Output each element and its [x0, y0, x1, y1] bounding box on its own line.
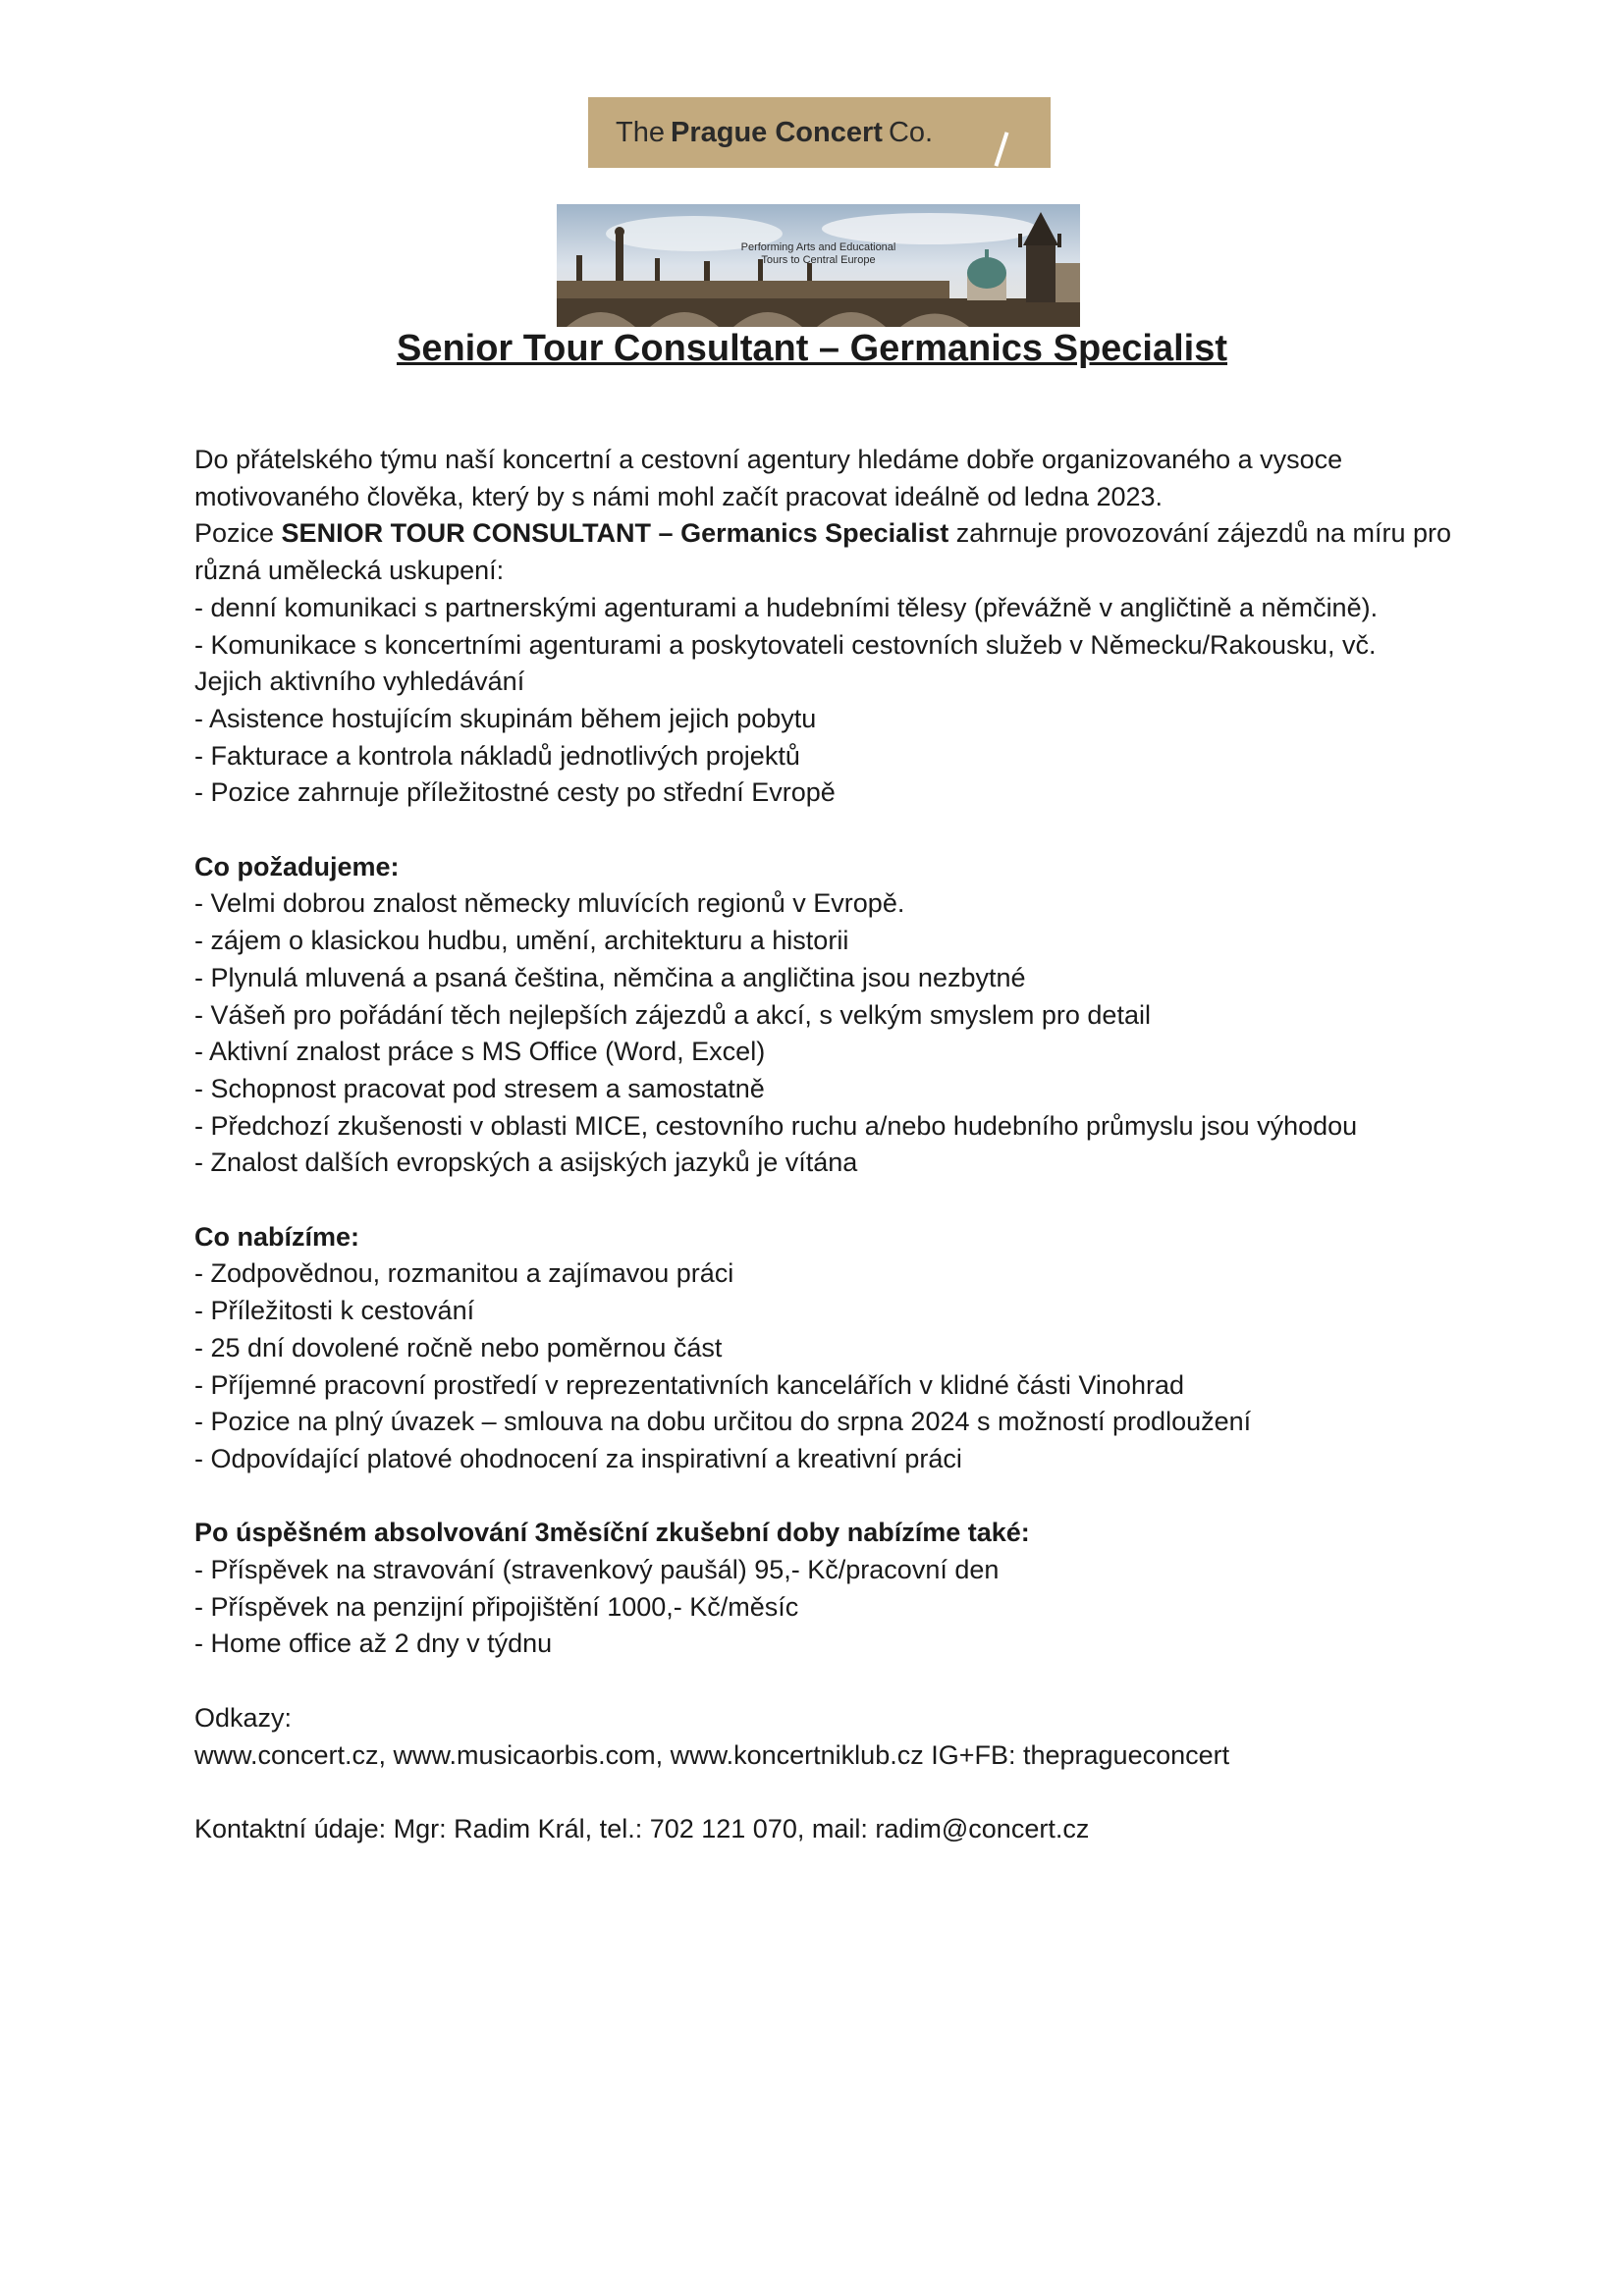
list-item: Jejich aktivního vyhledávání — [194, 667, 525, 697]
header-banner-image — [557, 204, 1080, 327]
intro-line: Do přátelského týmu naší koncertní a cestovní agentury hledáme dobře organizovaného a vysoce — [194, 445, 1343, 474]
requirements-heading: Co požadujeme: — [194, 851, 400, 881]
list-item: - Předchozí zkušenosti v oblasti MICE, cestovního ruchu a/nebo hudebního průmyslu jsou výhodou — [194, 1110, 1358, 1141]
list-item: - 25 dní dovolené ročně nebo poměrnou část — [194, 1332, 723, 1362]
offer-heading: Co nabízíme: — [194, 1221, 360, 1252]
list-item: - Pozice na plný úvazek – smlouva na dobu určitou do srpna 2024 s možností prodloužení — [194, 1407, 1252, 1437]
banner-tagline-line2: Tours to Central Europe — [761, 254, 876, 266]
list-item: - Fakturace a kontrola nákladů jednotlivých projektů — [194, 740, 800, 771]
list-item: - Příležitosti k cestování — [194, 1296, 475, 1326]
list-item: - Vášeň pro pořádání těch nejlepších zájezdů a akcí, s velkým smyslem pro detail — [194, 999, 1151, 1030]
list-item: - Schopnost pracovat pod stresem a samostatně — [194, 1073, 765, 1103]
list-item: - Asistence hostujícím skupinám během jejich pobytu — [194, 703, 817, 733]
list-item: - Aktivní znalost práce s MS Office (Word, Excel) — [194, 1037, 766, 1067]
list-item: - Komunikace s koncertními agenturami a poskytovateli cestovních služeb v Německu/Rakousku, vč. — [194, 629, 1377, 660]
list-item: - zájem o klasickou hudbu, umění, architekturu a historii — [194, 926, 849, 956]
list-item: - Velmi dobrou znalost německy mluvících regionů v Evropě. — [194, 888, 905, 919]
list-item: - Home office až 2 dny v týdnu — [194, 1629, 553, 1659]
list-item: - Odpovídající platové ohodnocení za inspirativní a kreativní práci — [194, 1443, 962, 1473]
list-item: - Příspěvek na stravování (stravenkový paušál) 95,- Kč/pracovní den — [194, 1555, 1000, 1585]
position-suffix: zahrnuje provozování zájezdů na míru pro — [948, 518, 1451, 549]
position-prefix: Pozice — [194, 518, 282, 549]
company-logo — [588, 97, 1051, 168]
banner-tagline-line1: Performing Arts and Educational — [740, 241, 896, 253]
list-item: - Pozice zahrnuje příležitostné cesty po střední Evropě — [194, 777, 836, 808]
list-item: - Znalost dalších evropských a asijských jazyků je vítána — [194, 1148, 858, 1178]
document-body — [194, 442, 1451, 1848]
intro-line: motivovaného člověka, který by s námi mohl začít pracovat ideálně od ledna 2023. — [194, 481, 1164, 511]
page-title: Senior Tour Consultant – Germanics Specialist — [396, 328, 1228, 369]
logo-the: The — [616, 116, 665, 148]
links-list: www.concert.cz, www.musicaorbis.com, www.koncertniklub.cz IG+FB: thepragueconcert — [194, 1739, 1230, 1770]
list-item: - Příjemné pracovní prostředí v reprezentativních kancelářích v klidné části Vinohrad — [194, 1369, 1184, 1400]
list-item: - Příspěvek na penzijní připojištění 1000,- Kč/měsíc — [194, 1591, 799, 1622]
intro-line: různá umělecká uskupení: — [194, 556, 505, 586]
list-item: - denní komunikaci s partnerskými agenturami a hudebními tělesy (převážně v angličtině a němčině). — [194, 592, 1379, 622]
list-item: - Zodpovědnou, rozmanitou a zajímavou práci — [194, 1258, 734, 1289]
position-name: SENIOR TOUR CONSULTANT – Germanics Specialist — [281, 518, 949, 549]
logo-co: Co. — [888, 116, 934, 148]
contact-info: Kontaktní údaje: Mgr: Radim Král, tel.: 702 121 070, mail: radim@concert.cz — [194, 1813, 1090, 1843]
links-label: Odkazy: — [194, 1702, 293, 1733]
benefits-heading: Po úspěšném absolvování 3měsíční zkušební doby nabízíme také: — [194, 1518, 1030, 1548]
logo-name: Prague Concert — [670, 116, 883, 148]
list-item: - Plynulá mluvená a psaná čeština, němčina a angličtina jsou nezbytné — [194, 962, 1026, 992]
position-description — [194, 515, 1451, 553]
